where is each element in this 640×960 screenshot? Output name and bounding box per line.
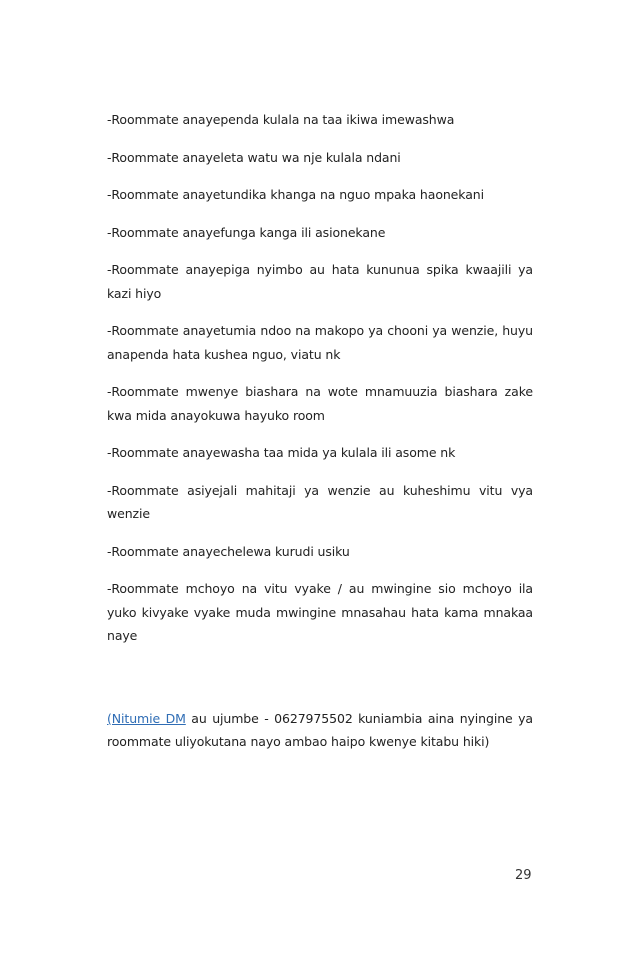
contact-note [107,707,533,754]
list-item: -Roommate anayependa kulala na taa ikiwa imewashwa [107,112,455,127]
list-item: -Roommate anayeleta watu wa nje kulala ndani [107,149,401,165]
list-item: -Roommate asiyejali mahitaji ya wenzie au kuheshimu vitu vya wenzie [107,482,533,521]
contact-note-text: au ujumbe - 0627975502 kuniambia aina nyingine ya roommate uliyokutana nayo ambao haipo kwenye kitabu hiki) [107,710,533,749]
dm-link[interactable]: (Nitumie DM [107,710,186,726]
list-item: -Roommate anayechelewa kurudi usiku [107,543,350,559]
list-item: -Roommate mwenye biashara na wote mnamuuzia biashara zake kwa mida anayokuwa hayuko room [107,384,533,423]
page-number: 29 [515,868,532,883]
list-item: -Roommate mchoyo na vitu vyake / au mwingine sio mchoyo ila yuko kivyake vyake muda mwingine mnasahau hata kama mnakaa naye [107,581,533,643]
list-item: -Roommate anayepiga nyimbo au hata kununua spika kwaajili ya kazi hiyo [107,262,533,301]
roommate-list [107,108,533,662]
list-item: -Roommate anayetundika khanga na nguo mpaka haonekani [107,187,484,202]
list-item: -Roommate anayetumia ndoo na makopo ya chooni ya wenzie, huyu anapenda hata kushea nguo, viatu nk [107,323,533,362]
list-item: -Roommate anayewasha taa mida ya kulala ili asome nk [107,445,456,460]
list-item: -Roommate anayefunga kanga ili asionekane [107,224,386,240]
